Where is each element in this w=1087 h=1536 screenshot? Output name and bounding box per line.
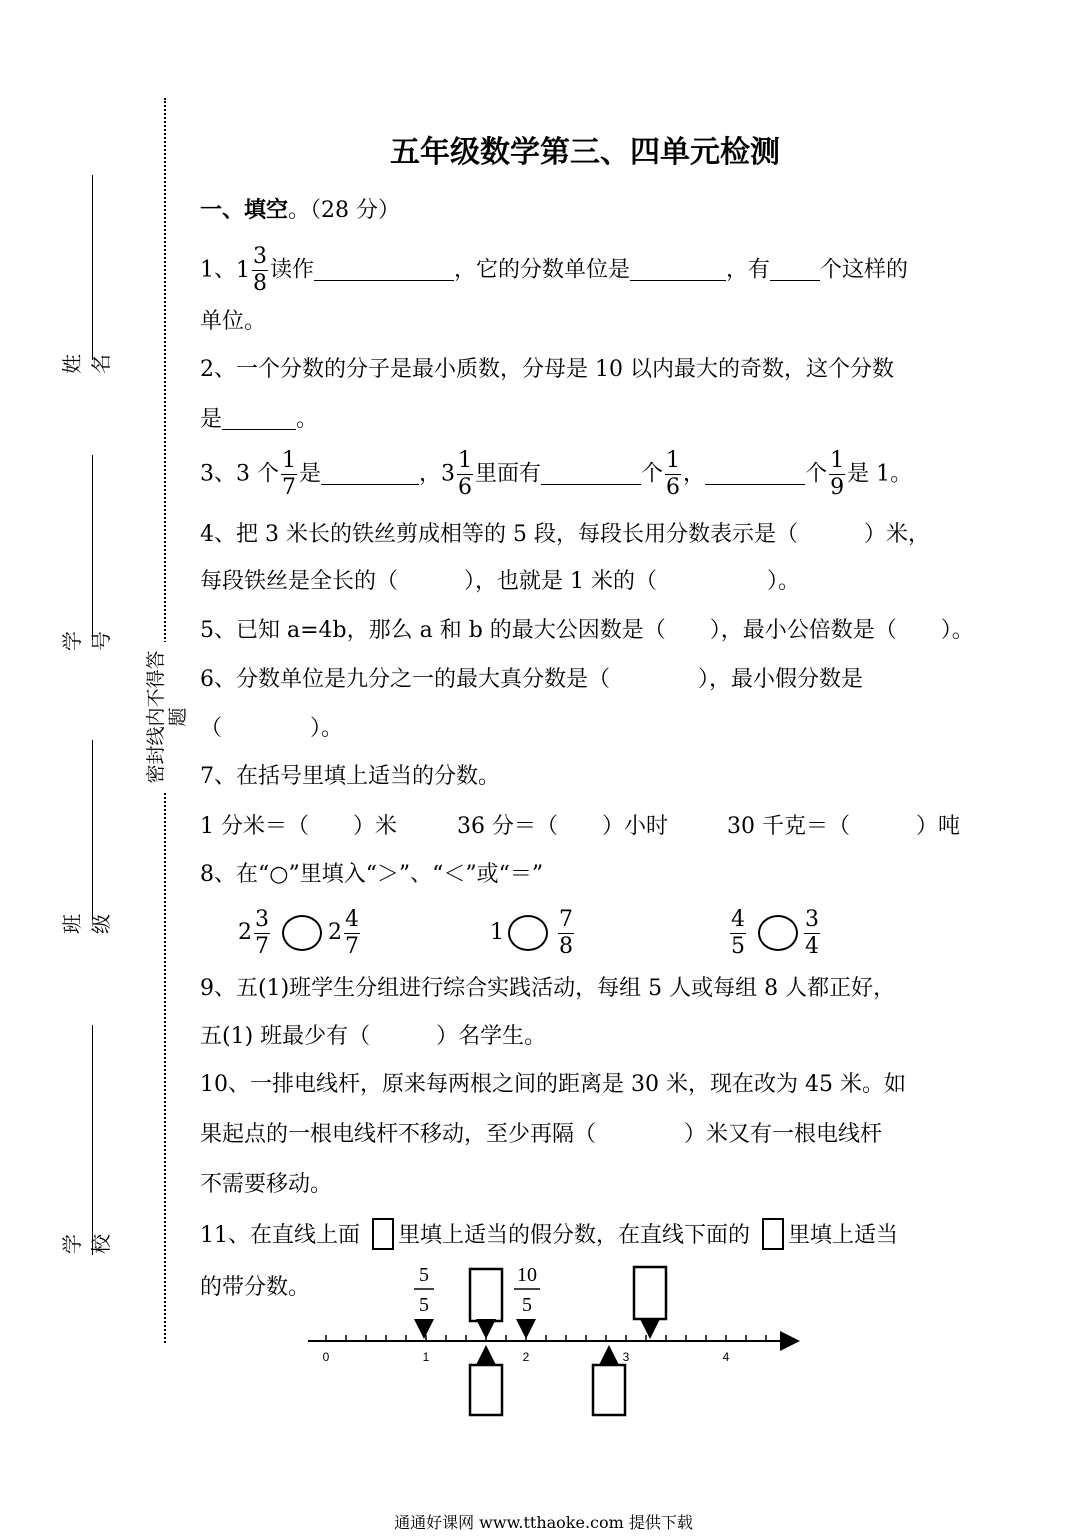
q7-item-a: 1 分米＝（ ）米 <box>200 814 397 839</box>
q3-f2-numerator: 1 <box>458 448 473 473</box>
number-line-figure <box>300 1255 820 1425</box>
question-8: 8、在“○”里填入“＞”、“＜”或“＝” <box>200 862 544 887</box>
page-title: 五年级数学第三、四单元检测 <box>390 135 780 170</box>
section-heading <box>200 195 400 226</box>
q3-text-three: ，3 <box>419 461 456 487</box>
tick-label-2: 2 <box>522 1350 530 1364</box>
q8p1-fraction-2 <box>344 906 360 959</box>
answer-box-above-1[interactable] <box>470 1269 502 1321</box>
q8p3-n2: 3 <box>805 906 819 932</box>
name-label: 姓名 <box>60 354 113 374</box>
q1-text-unit: ，它的分数单位是 <box>454 257 631 283</box>
above-fraction-10-5 <box>514 1264 540 1316</box>
q1-fraction <box>252 246 268 295</box>
footer-credit: 通通好课网 www.tthaoke.com 提供下载 <box>394 1513 693 1532</box>
q11-box-symbol-above <box>372 1218 394 1250</box>
above-frac-1-numerator: 5 <box>419 1264 429 1286</box>
section-title: 一、填空 <box>200 197 289 223</box>
question-1-line2: 单位。 <box>200 309 267 334</box>
class-label: 班级 <box>60 914 113 934</box>
question-1 <box>200 246 908 295</box>
q3-f4-denominator: 9 <box>830 475 845 500</box>
q3-fraction-3 <box>665 450 681 499</box>
student-number-line <box>92 455 93 640</box>
name-line <box>92 175 93 360</box>
q1-denominator: 8 <box>253 271 267 296</box>
question-9: 9、五(1)班学生分组进行综合实践活动，每组 5 人或每组 8 人都正好， <box>200 976 896 1001</box>
q8-pair-2 <box>490 905 576 961</box>
q8p1-d2: 7 <box>345 933 359 959</box>
q8p3-fraction-2 <box>804 906 820 959</box>
tick-label-3: 3 <box>622 1350 630 1364</box>
q3-comma: ， <box>683 461 706 487</box>
q3-blank-2[interactable] <box>541 462 641 485</box>
question-4-line2: 每段铁丝是全长的（ ），也就是 1 米的（ ）。 <box>200 569 800 594</box>
question-10-line3: 不需要移动。 <box>200 1172 333 1197</box>
q8p1-n2: 4 <box>345 906 359 932</box>
answer-box-above-2[interactable] <box>634 1267 666 1319</box>
q3-f1-numerator: 1 <box>282 448 296 473</box>
school-line <box>92 1025 93 1255</box>
q8p2-n2: 7 <box>559 906 573 932</box>
q8p2-d2: 8 <box>559 933 573 959</box>
q1-whole: 1 <box>236 257 250 283</box>
q2-blank[interactable] <box>222 407 296 430</box>
q3-blank-1[interactable] <box>321 462 419 485</box>
q2-period: 。 <box>296 407 319 432</box>
q3-text-is: 是 <box>299 461 322 487</box>
q3-f1-denominator: 7 <box>282 475 296 500</box>
q1-number: 1、 <box>200 257 236 283</box>
q8p2-compare-circle[interactable] <box>508 915 548 951</box>
q8p1-n1: 3 <box>255 906 269 932</box>
q8p1-d1: 7 <box>255 933 269 959</box>
q1-blank-count[interactable] <box>770 258 820 281</box>
question-11 <box>200 1218 898 1251</box>
tick-label-1: 1 <box>422 1350 430 1364</box>
q8-pair-1 <box>238 905 362 961</box>
tick-label-4: 4 <box>722 1350 730 1364</box>
class-line <box>92 740 93 920</box>
q1-text-have: ，有 <box>726 257 771 283</box>
q8p1-compare-circle[interactable] <box>282 915 322 951</box>
q8p3-n1: 4 <box>731 906 745 932</box>
question-5: 5、已知 a=4b，那么 a 和 b 的最大公因数是（ ），最小公倍数是（ ）。 <box>200 618 974 643</box>
q11-box-symbol-below <box>762 1218 784 1250</box>
q11-text-end: 里填上适当 <box>788 1223 899 1248</box>
q3-f3-denominator: 6 <box>666 475 681 500</box>
q3-text-end: 是 1。 <box>847 461 913 487</box>
q3-text-start: 3、3 个 <box>200 461 279 487</box>
q3-fraction-2 <box>457 450 473 499</box>
q3-f4-numerator: 1 <box>830 448 845 473</box>
q8-pair-3 <box>728 905 822 961</box>
school-label: 学校 <box>60 1234 113 1254</box>
q1-text-such: 个这样的 <box>820 257 909 283</box>
q11-text-below: 里填上适当的假分数，在直线下面的 <box>398 1223 751 1248</box>
question-9-line2: 五(1) 班最少有（ ）名学生。 <box>200 1024 547 1049</box>
q3-f3-numerator: 1 <box>666 448 681 473</box>
student-number-label: 学号 <box>60 631 113 651</box>
q2-text-is: 是 <box>200 407 223 432</box>
q3-fraction-4 <box>829 450 845 499</box>
q8p3-fraction-1 <box>730 906 746 959</box>
q3-blank-3[interactable] <box>705 462 805 485</box>
q8p3-d2: 4 <box>805 933 819 959</box>
question-10: 10、一排电线杆，原来每两根之间的距离是 30 米，现在改为 45 米。如 <box>200 1072 906 1097</box>
question-7: 7、在括号里填上适当的分数。 <box>200 764 500 789</box>
q1-mixed-number <box>236 244 270 296</box>
question-11-line2: 的带分数。 <box>200 1275 311 1300</box>
q8p1-fraction-1 <box>254 906 270 959</box>
question-3 <box>200 450 912 499</box>
q1-blank-reading[interactable] <box>314 258 454 281</box>
seal-notice: 密封线内不得答题 <box>145 642 189 792</box>
question-6-line2: （ ）。 <box>200 716 344 741</box>
answer-box-below-1[interactable] <box>470 1365 502 1415</box>
q8p2-whole1: 1 <box>490 920 504 945</box>
q8p3-compare-circle[interactable] <box>758 915 798 951</box>
q3-fraction-1 <box>281 450 297 499</box>
q3-text-ge2: 个 <box>805 461 828 487</box>
above-frac-2-numerator: 10 <box>517 1264 537 1286</box>
above-frac-2-denominator: 5 <box>522 1294 532 1316</box>
q8p1-whole1: 2 <box>238 920 252 945</box>
above-fraction-5-5 <box>414 1264 434 1316</box>
q3-text-contains: 里面有 <box>475 461 542 487</box>
q1-numerator: 3 <box>253 244 267 269</box>
question-2: 2、一个分数的分子是最小质数，分母是 10 以内最大的奇数，这个分数 <box>200 357 894 382</box>
section-points: 。（28 分） <box>288 198 401 223</box>
q1-blank-unit[interactable] <box>630 258 726 281</box>
question-10-line2: 果起点的一根电线杆不移动，至少再隔（ ）米又有一根电线杆 <box>200 1122 883 1147</box>
question-6: 6、分数单位是九分之一的最大真分数是（ ），最小假分数是 <box>200 667 863 692</box>
above-frac-1-denominator: 5 <box>419 1294 429 1316</box>
answer-box-below-2[interactable] <box>593 1365 625 1415</box>
tick-label-0: 0 <box>322 1350 330 1364</box>
q11-text-above: 11、在直线上面 <box>200 1223 360 1248</box>
q3-f2-denominator: 6 <box>458 475 473 500</box>
q7-item-b: 36 分＝（ ）小时 <box>457 814 668 839</box>
q3-text-ge1: 个 <box>641 461 664 487</box>
q8p2-fraction <box>558 906 574 959</box>
q8p1-whole2: 2 <box>328 920 342 945</box>
q1-text-read: 读作 <box>270 257 315 283</box>
q7-item-c: 30 千克＝（ ）吨 <box>727 814 960 839</box>
question-4: 4、把 3 米长的铁丝剪成相等的 5 段，每段长用分数表示是（ ）米， <box>200 522 930 547</box>
question-2-line2 <box>200 405 318 435</box>
q8p3-d1: 5 <box>731 933 745 959</box>
